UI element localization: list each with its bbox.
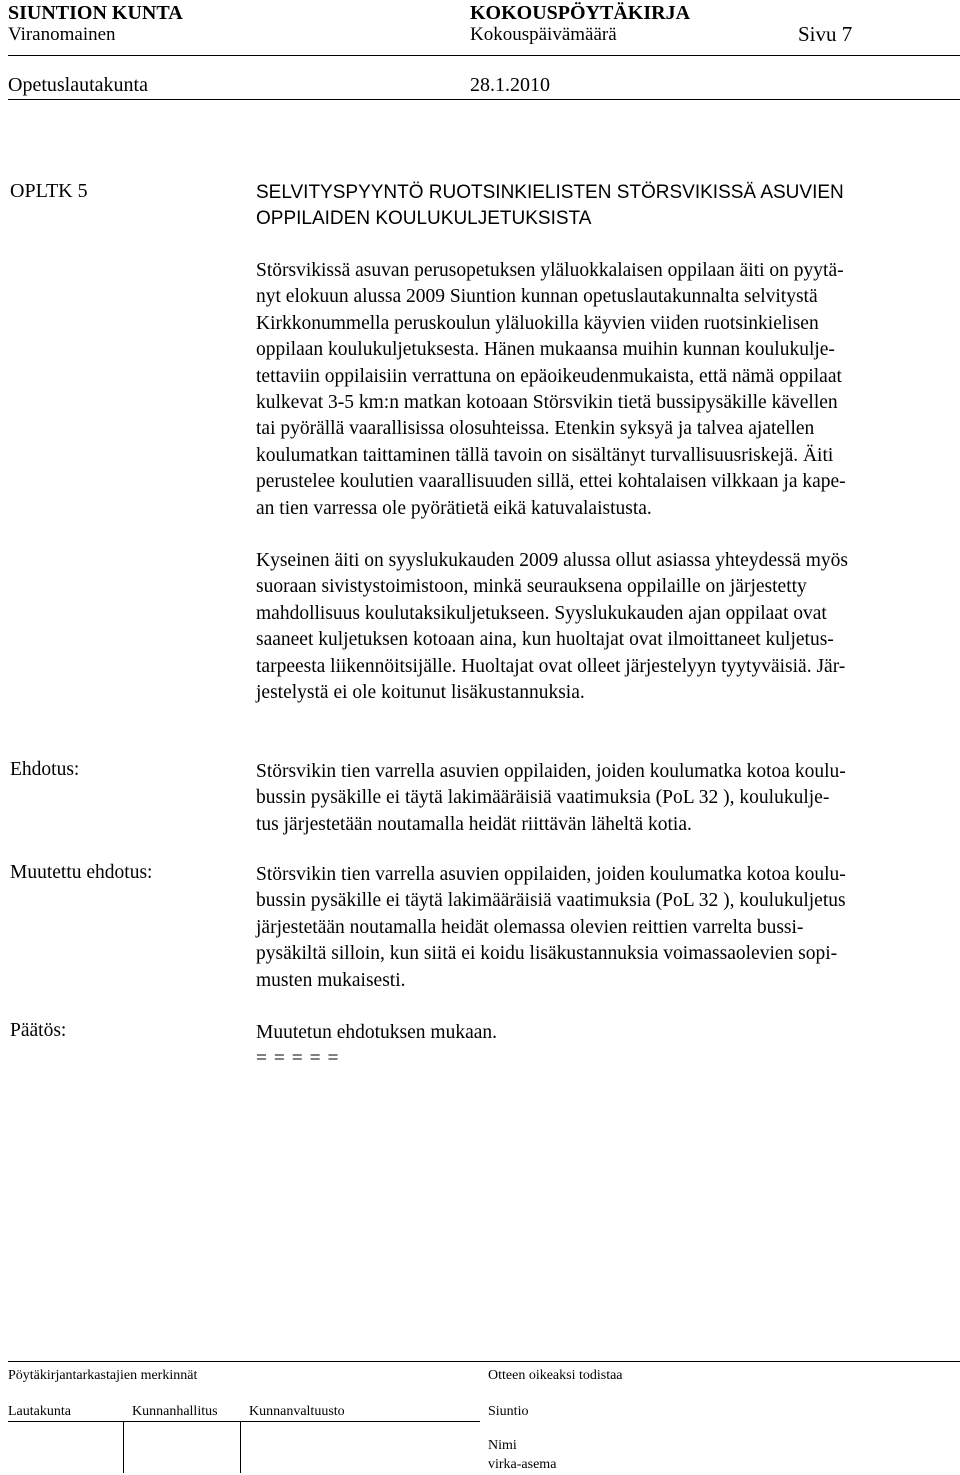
amended-proposal-text	[256, 862, 960, 994]
text-line: an tien varressa ole pyörätietä eikä katuvalaistusta.	[256, 497, 652, 519]
meeting-date-label: Kokouspäivämäärä	[470, 24, 617, 45]
text-line: Störsvikissä asuvan perusopetuksen yläluokkalaisen oppilaan äiti on pyytä-	[256, 260, 844, 281]
amended-proposal-label: Muutettu ehdotus:	[10, 862, 153, 883]
text-line: musten mukaisesti.	[256, 969, 406, 991]
authority-label: Viranomainen	[8, 24, 116, 45]
item-code: OPLTK 5	[10, 180, 88, 202]
item-title-line: SELVITYSPYYNTÖ RUOTSINKIELISTEN STÖRSVIKISSÄ ASUVIEN	[256, 182, 844, 203]
name-label: Nimi	[488, 1438, 517, 1453]
document-type: KOKOUSPÖYTÄKIRJA	[470, 2, 691, 24]
decision-text	[256, 1020, 960, 1073]
text-line: kulkevat 3-5 km:n matkan kotoaan Störsvikin tietä bussipysäkille kävellen	[256, 392, 838, 414]
position-label: virka-asema	[488, 1457, 557, 1472]
page-number: Sivu 7	[798, 22, 853, 46]
text-line: mahdollisuus koulutaksikuljetukseen. Syyslukukauden ajan oppilaat ovat	[256, 602, 827, 624]
text-line: bussin pysäkille ei täytä lakimääräisiä vaatimuksia (PoL 32 ), koulukulje-	[256, 787, 830, 809]
text-line: suoraan sivistystoimistoon, minkä seurauksena oppilaille on järjestetty	[256, 576, 807, 598]
footer-divider-1	[123, 1421, 124, 1473]
council-label: Kunnanvaltuusto	[249, 1404, 345, 1419]
item-title-line: OPPILAIDEN KOULUKULJETUKSISTA	[256, 208, 592, 229]
text-line: Störsvikin tien varrella asuvien oppilaiden, joiden koulumatka kotoa koulu-	[256, 864, 846, 885]
text-line: Kirkkonummella peruskoulun yläluokilla käyvien viiden ruotsinkielisen	[256, 312, 819, 334]
certified-copy-label: Otteen oikeaksi todistaa	[488, 1368, 623, 1383]
footer-rule-top	[8, 1361, 960, 1362]
text-line: nyt elokuun alussa 2009 Siuntion kunnan opetuslautakunnalta selvitystä	[256, 286, 818, 308]
inspectors-notes-label: Pöytäkirjantarkastajien merkinnät	[8, 1368, 198, 1383]
text-line: tus järjestetään noutamalla heidät riittävän läheltä kotia.	[256, 813, 692, 835]
text-line: koulumatkan taittaminen tällä tavoin on sisältänyt turvallisuusriskejä. Äiti	[256, 444, 834, 466]
footer-rule-left	[8, 1421, 480, 1422]
text-line: järjestetään noutamalla heidät olemassa olevien reittien varrelta bussi-	[256, 916, 804, 938]
text-line: tai pyörällä vaarallisissa olosuhteissa. Etenkin syksyä ja talvea ajatellen	[256, 418, 815, 440]
paragraph-arrangement	[256, 548, 960, 706]
text-line: pysäkiltä silloin, kun siitä ei koidu lisäkustannuksia voimassaolevien sopi-	[256, 943, 838, 965]
board-label: Lautakunta	[8, 1404, 71, 1419]
header-rule-bottom	[8, 99, 960, 100]
place-label: Siuntio	[488, 1404, 529, 1419]
authority-name: Opetuslautakunta	[8, 74, 148, 96]
item-title	[256, 180, 844, 232]
proposal-text	[256, 759, 960, 838]
meeting-date: 28.1.2010	[470, 74, 550, 96]
text-line: Kyseinen äiti on syyslukukauden 2009 alussa ollut asiassa yhteydessä myös	[256, 550, 848, 571]
paragraph-background	[256, 258, 960, 522]
decision-line: Muutetun ehdotuksen mukaan.	[256, 1022, 497, 1043]
decision-label: Päätös:	[10, 1020, 67, 1041]
text-line: jestelystä ei ole koitunut lisäkustannuksia.	[256, 682, 585, 704]
municipality-name: SIUNTION KUNTA	[8, 2, 183, 24]
text-line: bussin pysäkille ei täytä lakimääräisiä vaatimuksia (PoL 32 ), koulukuljetus	[256, 890, 846, 912]
text-line: saaneet kuljetuksen kotoaan aina, kun huoltajat ovat ilmoittaneet kuljetus-	[256, 629, 834, 651]
text-line: oppilaan koulukuljetuksesta. Hänen mukaansa muihin kunnan koulukulje-	[256, 339, 835, 361]
header-rule-top	[8, 55, 960, 56]
proposal-label: Ehdotus:	[10, 759, 80, 780]
text-line: Störsvikin tien varrella asuvien oppilaiden, joiden koulumatka kotoa koulu-	[256, 761, 846, 782]
government-label: Kunnanhallitus	[132, 1404, 218, 1419]
end-mark: = = = = =	[256, 1048, 340, 1070]
text-line: tettaviin oppilaisiin verrattuna on epäoikeudenmukaista, että nämä oppilaat	[256, 365, 842, 387]
footer-divider-2	[240, 1421, 241, 1473]
text-line: perustelee koulutien vaarallisuuden sillä, ettei kohtalaisen vilkkaan ja kape-	[256, 471, 846, 493]
text-line: tarpeesta liikennöitsijälle. Huoltajat ovat olleet järjestelyyn tyytyväisiä. Jär-	[256, 655, 846, 677]
